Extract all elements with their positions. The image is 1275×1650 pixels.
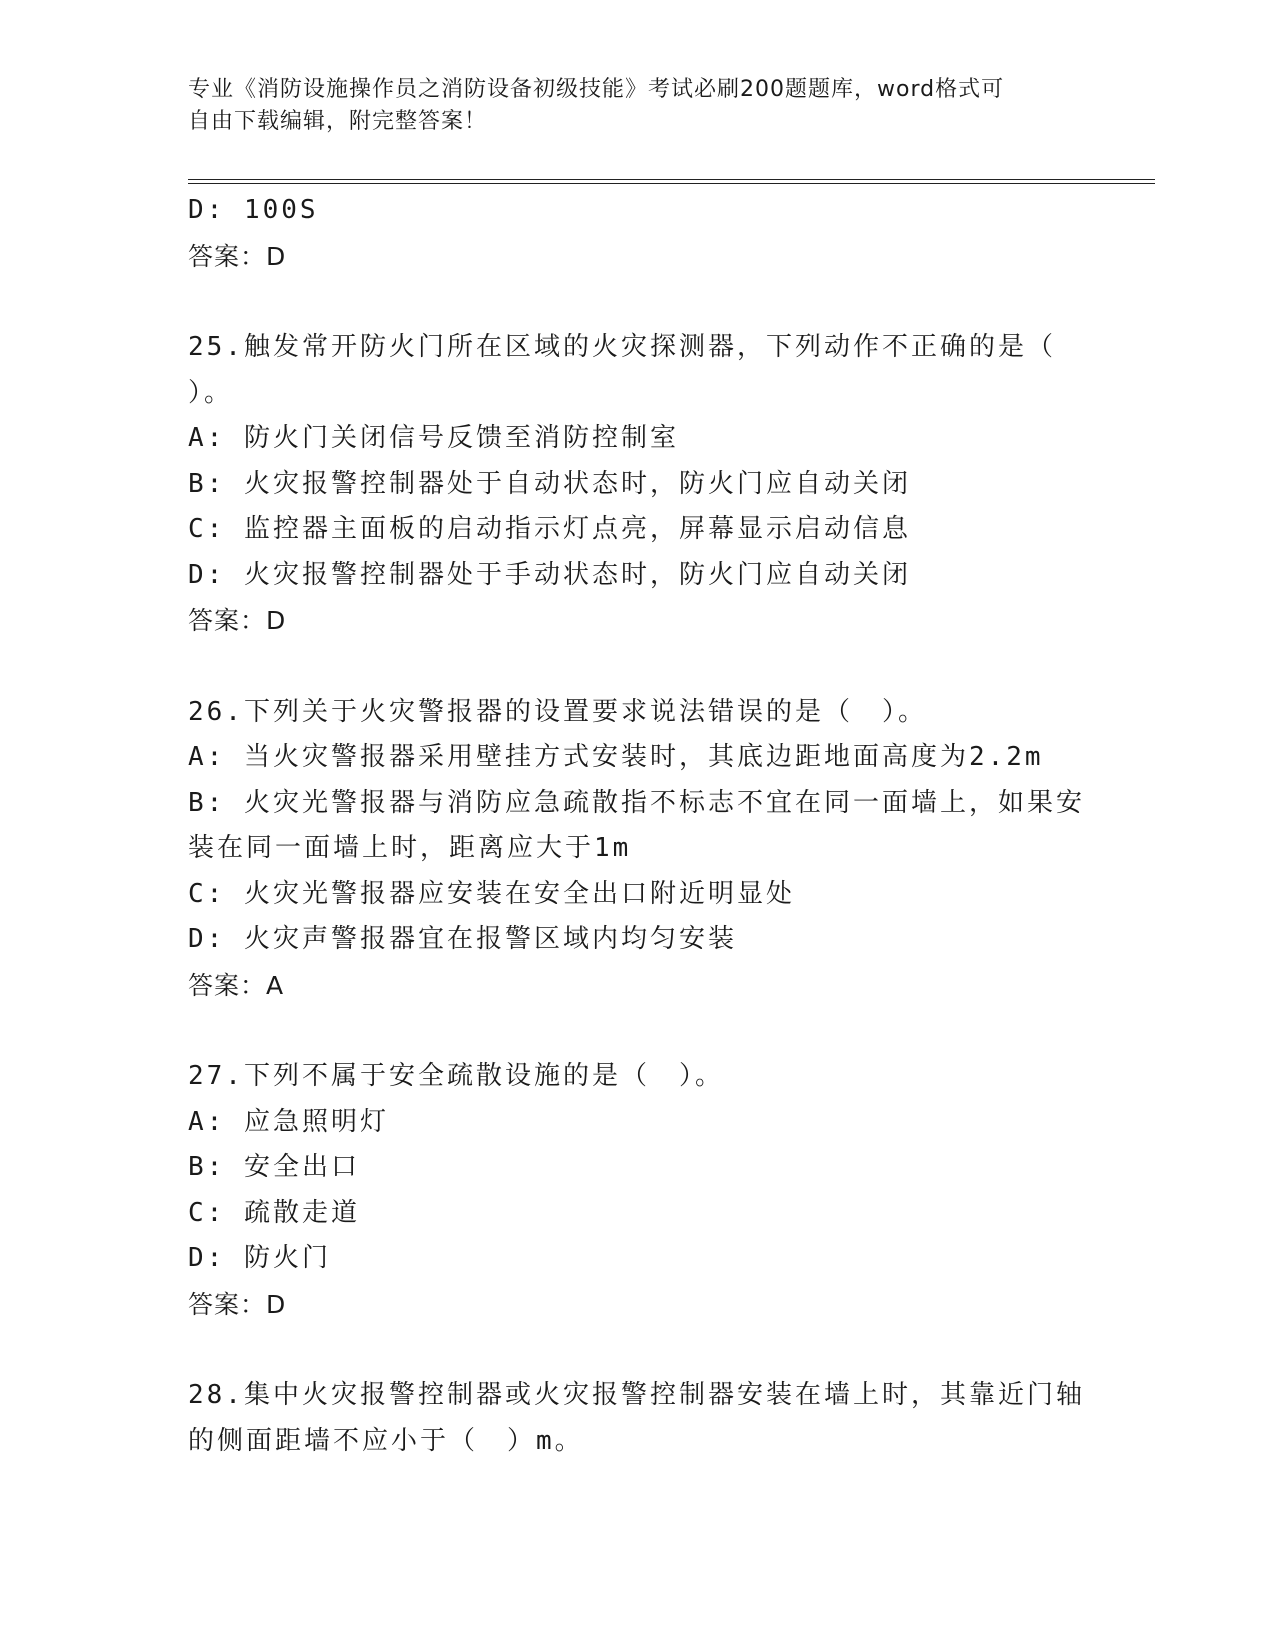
answer-line: 答案：D [188, 606, 287, 635]
option-d: D: 火灾声警报器宜在报警区域内均匀安装 [188, 924, 737, 954]
question-stem: 28.集中火灾报警控制器或火灾报警控制器安装在墙上时，其靠近门轴 [188, 1380, 1085, 1410]
question-stem: 27.下列不属于安全疏散设施的是（ ）。 [188, 1061, 724, 1091]
header-divider-top [188, 179, 1155, 180]
header-line-1: 专业《消防设施操作员之消防设备初级技能》考试必刷200题题库，word格式可 [188, 77, 1005, 102]
option-b: B: 火灾报警控制器处于自动状态时，防火门应自动关闭 [188, 468, 911, 499]
question-stem: 的侧面距墙不应小于（ ）m。 [188, 1425, 584, 1456]
question-stem: ）。 [188, 377, 234, 408]
answer-line: 答案：A [188, 970, 285, 1000]
answer-line: 答案：D [188, 241, 287, 271]
option-d: D: 100S [188, 195, 319, 225]
option-a: A: 当火灾警报器采用壁挂方式安装时，其底边距地面高度为2.2m [188, 742, 1044, 772]
option-b-continued: 装在同一面墙上时，距离应大于1m [188, 833, 632, 863]
previous-question-tail [188, 188, 1088, 279]
question-stem: 26.下列关于火灾警报器的设置要求说法错误的是（ ）。 [188, 696, 927, 727]
option-c: C: 火灾光警报器应安装在安全出口附近明显处 [188, 878, 795, 909]
question-28 [188, 1373, 1088, 1464]
option-b: B: 火灾光警报器与消防应急疏散指不标志不宜在同一面墙上，如果安 [188, 787, 1085, 818]
question-26 [188, 690, 1088, 1009]
header-line-2: 自由下载编辑，附完整答案！ [188, 109, 488, 134]
option-d: D: 防火门 [188, 1243, 331, 1273]
header-divider-bottom [188, 183, 1155, 184]
question-stem: 25.触发常开防火门所在区域的火灾探测器，下列动作不正确的是（ [188, 332, 1056, 362]
question-25 [188, 325, 1088, 644]
answer-line: 答案：D [188, 1289, 287, 1319]
option-d: D: 火灾报警控制器处于手动状态时，防火门应自动关闭 [188, 559, 911, 590]
option-a: A: 防火门关闭信号反馈至消防控制室 [188, 423, 679, 453]
question-27 [188, 1054, 1088, 1327]
document-header [188, 74, 1088, 138]
option-c: C: 疏散走道 [188, 1197, 360, 1228]
option-a: A: 应急照明灯 [188, 1106, 389, 1137]
option-c: C: 监控器主面板的启动指示灯点亮，屏幕显示启动信息 [188, 514, 911, 544]
question-list [188, 188, 1088, 1464]
option-b: B: 安全出口 [188, 1152, 360, 1182]
